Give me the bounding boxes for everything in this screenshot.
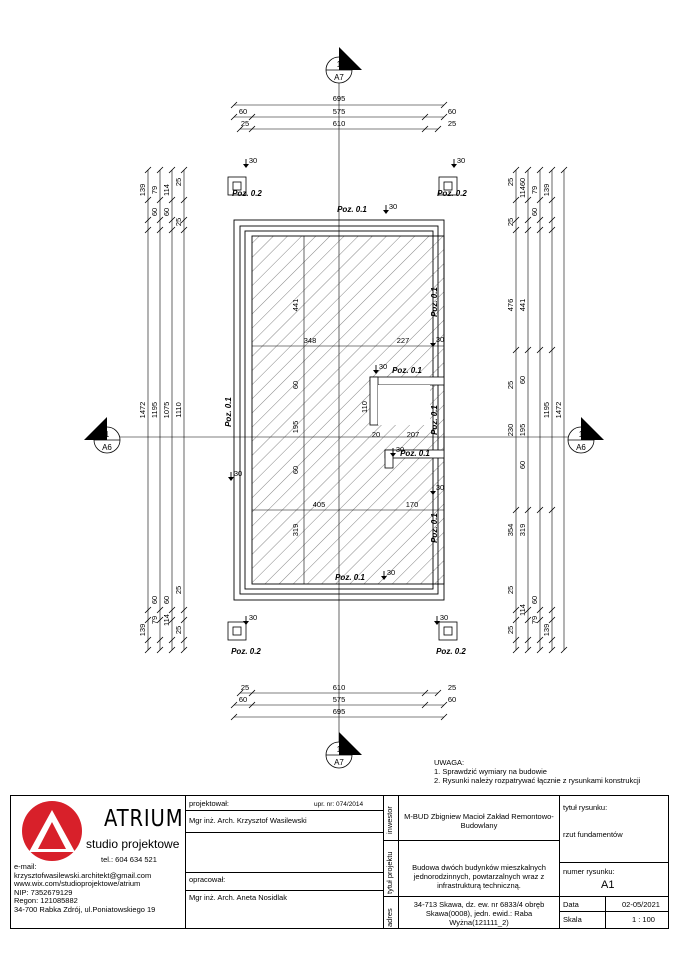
dim-label: 695 <box>332 707 346 716</box>
dim-label: 25 <box>240 683 250 692</box>
poz-label: Poz. 0.1 <box>337 205 367 214</box>
wall-cutout-1 <box>370 377 444 385</box>
dim-right: 139 <box>542 183 551 197</box>
small-section-label: 30 <box>378 362 388 371</box>
contact-line: Regon: 121085882 <box>14 896 78 906</box>
small-section-label: 30 <box>388 202 398 211</box>
dim-left: 25 <box>174 625 183 635</box>
license-number: upr. nr: 074/2014 <box>314 801 364 808</box>
dim-interior: 110 <box>360 401 369 413</box>
address: 34-713 Skawa, dz. ew. nr 6833/4 obręb Skawa(0008), jedn. ewid.: Raba Wyżna(121111_2) <box>413 900 545 927</box>
section-bottom-sheet: A7 <box>334 758 344 767</box>
poz-label: Poz. 0.2 <box>437 189 467 198</box>
dim-right: 114 <box>518 604 527 616</box>
contact-line: e-mail: <box>14 862 37 871</box>
dim-right: 114 <box>518 186 527 198</box>
dim-right: 441 <box>518 298 527 312</box>
scale-value: 1 : 100 <box>632 915 655 924</box>
small-section-label: 30 <box>435 335 445 344</box>
small-section-label: 30 <box>439 613 449 622</box>
designer-label: projektował: <box>189 799 230 808</box>
contact-line: www.wix.com/studioprojektowe/atrium <box>14 879 141 889</box>
dim-right: 60 <box>518 375 527 385</box>
date-label: Data <box>563 900 579 909</box>
poz-label: Poz. 0.1 <box>224 397 233 427</box>
section-top-arrow <box>336 47 362 70</box>
dim-right: 1472 <box>554 401 563 419</box>
dim-interior: 441 <box>291 298 300 312</box>
dim-interior: 60 <box>291 465 300 475</box>
poz-label: Poz. 0.1 <box>430 287 439 317</box>
atrium-logo-icon <box>19 800 85 862</box>
pillar-inner <box>233 627 241 635</box>
dim-label: 25 <box>240 119 250 128</box>
investor-side-label: inwestor <box>385 806 394 834</box>
dim-label: 25 <box>447 683 457 692</box>
dim-left: 25 <box>174 217 183 227</box>
dim-right: 25 <box>506 177 515 187</box>
project-title-side-label: tytuł projektu <box>385 851 394 894</box>
notes-block <box>434 758 640 785</box>
notes-title: UWAGA: <box>434 758 465 767</box>
dim-right: 195 <box>518 423 527 437</box>
poz-label: Poz. 0.2 <box>232 189 262 198</box>
dim-left: 1075 <box>162 401 171 419</box>
small-section-label: 30 <box>248 156 258 165</box>
dim-left: 1110 <box>174 402 183 418</box>
small-section-label: 30 <box>233 469 243 478</box>
dim-label: 405 <box>312 500 326 509</box>
dim-label: 575 <box>332 695 346 704</box>
section-bottom-arrow <box>336 732 362 755</box>
wall-cutout-3 <box>378 385 430 425</box>
dim-left: 60 <box>162 207 171 217</box>
logo-subtitle: studio projektowe <box>86 837 180 851</box>
dim-right: 25 <box>506 585 515 595</box>
dim-right: 25 <box>506 380 515 390</box>
dim-right: 139 <box>542 623 551 637</box>
dim-label: 60 <box>447 107 457 116</box>
scale-label: Skala <box>563 915 582 924</box>
project-title: Budowa dwóch budynków mieszkalnych jednorodzinnych, powtarzalnych wraz z infrastrukturą techniczną. <box>412 863 546 890</box>
section-right-arrow <box>578 417 604 440</box>
dim-label: 20 <box>371 430 381 439</box>
dim-right: 230 <box>506 423 515 437</box>
small-section-label: 30 <box>435 483 445 492</box>
dim-right: 25 <box>506 217 515 227</box>
dim-interior: 319 <box>291 523 300 537</box>
small-section-label: 30 <box>386 568 396 577</box>
title-block <box>10 795 669 929</box>
investor-name: M-BUD Zbigniew Macioł Zakład Remontowo-Budowlany <box>404 812 554 830</box>
dim-label: 25 <box>447 119 457 128</box>
section-left-sheet: A6 <box>102 443 112 452</box>
section-bottom-number: 1 <box>336 745 342 754</box>
section-top-sheet: A7 <box>334 73 344 82</box>
wall-cutout-5 <box>385 450 393 468</box>
logo-text: ATRIUM <box>104 806 184 832</box>
section-left-number: 1 <box>104 430 110 439</box>
dim-left: 114 <box>162 614 171 626</box>
drafter-name: Mgr inż. Arch. Aneta Nosidlak <box>189 893 287 902</box>
poz-label: Poz. 0.1 <box>400 449 430 458</box>
drawing-title-label: tytuł rysunku: <box>563 803 608 812</box>
dim-left: 60 <box>150 595 159 605</box>
dim-right: 354 <box>506 523 515 537</box>
section-top-number: 1 <box>336 60 342 69</box>
dim-label: 60 <box>238 107 248 116</box>
dim-right: 60 <box>518 460 527 470</box>
contact-line: 34-700 Rabka Zdrój, ul.Poniatowskiego 19 <box>14 904 156 914</box>
dim-label: 610 <box>332 683 346 692</box>
wall-cutout-2 <box>370 377 378 425</box>
logo-phone: tel.: 604 634 521 <box>101 855 157 864</box>
dim-left: 79 <box>150 615 159 625</box>
drawing-number-label: numer rysunku: <box>563 867 615 876</box>
dim-right: 25 <box>506 625 515 635</box>
dim-left: 139 <box>138 183 147 197</box>
dim-label: 227 <box>396 336 410 345</box>
notes-line2: 2. Rysunki należy rozpatrywać łącznie z rysunkami konstrukcji <box>434 776 641 785</box>
dim-label: 575 <box>332 107 346 116</box>
designer-name: Mgr inż. Arch. Krzysztof Wasilewski <box>189 816 307 825</box>
drafter-label: opracował: <box>189 875 226 884</box>
dim-left: 25 <box>174 585 183 595</box>
pillar-inner <box>444 627 452 635</box>
contact-info <box>14 863 155 915</box>
drawing-number: A1 <box>601 879 615 891</box>
poz-label: Poz. 0.2 <box>231 647 261 656</box>
dim-interior: 60 <box>291 380 300 390</box>
section-right-sheet: A6 <box>576 443 586 452</box>
dim-right: 60 <box>530 595 539 605</box>
dim-left: 1195 <box>150 401 159 419</box>
dim-left: 60 <box>150 207 159 217</box>
small-section-label: 30 <box>456 156 466 165</box>
dim-label: 170 <box>405 500 419 509</box>
notes-line1: 1. Sprawdzić wymiary na budowie <box>434 767 547 776</box>
dim-right: 60 <box>530 207 539 217</box>
dim-label: 348 <box>303 336 317 345</box>
dim-right: 60 <box>518 177 527 187</box>
dim-left: 1472 <box>138 401 147 419</box>
dim-left: 25 <box>174 177 183 187</box>
address-side-label: adres <box>385 908 394 927</box>
dim-top-overall: 695 <box>332 94 346 103</box>
dim-label: 60 <box>447 695 457 704</box>
dim-label: 610 <box>332 119 346 128</box>
poz-label: Poz. 0.1 <box>430 405 439 435</box>
section-left-arrow <box>84 417 107 440</box>
contact-line: krzysztofwasilewski.architekt@gmail.com <box>14 870 152 880</box>
small-section-label: 30 <box>395 445 405 454</box>
dim-right: 79 <box>530 185 539 195</box>
dim-left: 139 <box>138 623 147 637</box>
dim-right: 79 <box>530 615 539 625</box>
dim-left: 114 <box>162 184 171 196</box>
poz-label: Poz. 0.2 <box>436 647 466 656</box>
dim-right: 476 <box>506 298 515 312</box>
poz-label: Poz. 0.1 <box>430 513 439 543</box>
poz-label: Poz. 0.1 <box>392 366 422 375</box>
section-right-number: 1 <box>578 430 584 439</box>
contact-line: NIP: 7352679129 <box>14 887 73 897</box>
dim-left: 79 <box>150 185 159 195</box>
poz-label: Poz. 0.1 <box>335 573 365 582</box>
drawing-title: rzut fundamentów <box>563 830 623 839</box>
dim-left: 60 <box>162 595 171 605</box>
dim-interior: 195 <box>291 420 300 434</box>
date-value: 02-05/2021 <box>622 900 660 909</box>
dim-label: 207 <box>406 430 420 439</box>
small-section-label: 30 <box>248 613 258 622</box>
dim-right: 319 <box>518 523 527 537</box>
dim-label: 60 <box>238 695 248 704</box>
dim-right: 1195 <box>542 401 551 419</box>
